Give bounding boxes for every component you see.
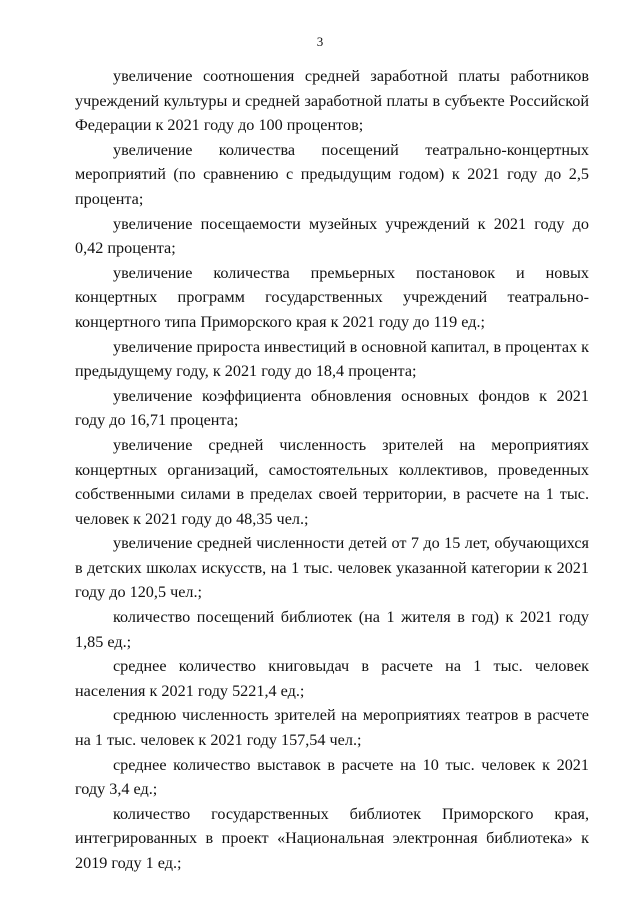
- document-body: [75, 64, 589, 876]
- paragraph: увеличение посещаемости музейных учреждений к 2021 году до 0,42 процента;: [75, 214, 589, 258]
- paragraph: среднее количество книговыдач в расчете на 1 тыс. человек населения к 2021 году 5221,4 ед.;: [75, 657, 589, 700]
- paragraph: увеличение соотношения средней заработной платы работников учреждений культуры и средней заработной платы в субъекте Российской Федерации к 2021 году до 100 процентов;: [75, 67, 589, 135]
- paragraph: среднюю численность зрителей на мероприятиях театров в расчете на 1 тыс. человек к 2021 году 157,54 чел.;: [75, 706, 589, 750]
- paragraph: увеличение количества посещений театрально-концертных мероприятий (по сравнению с предыдущим годом) к 2021 году до 2,5 процента;: [75, 140, 589, 208]
- paragraph: количество посещений библиотек (на 1 жителя в год) к 2021 году 1,85 ед.;: [75, 608, 589, 651]
- paragraph: увеличение прироста инвестиций в основной капитал, в процентах к предыдущему году, к 2021 году до 18,4 процента;: [75, 337, 590, 381]
- paragraph: среднее количество выставок в расчете на 10 тыс. человек к 2021 году 3,4 ед.;: [75, 755, 589, 799]
- paragraph: увеличение количества премьерных постановок и новых концертных программ государственных учреждений театрально-концертного типа Приморского края к 2021 году до 119 ед.;: [75, 263, 589, 331]
- paragraph: количество государственных библиотек Приморского края, интегрированных в проект «Национальная электронная библиотека» к 2019 году 1 ед.;: [75, 804, 589, 872]
- paragraph: увеличение средней численность зрителей на мероприятиях концертных организаций, самостоятельных коллективов, проведенных собственными силами в пределах своей территории, в расчете на 1 тыс. человек к 2021 году до 48,35 чел.;: [75, 435, 589, 528]
- page-number: 3: [316, 34, 324, 49]
- paragraph: увеличение коэффициента обновления основных фондов к 2021 году до 16,71 процента;: [75, 386, 589, 430]
- paragraph: увеличение средней численности детей от 7 до 15 лет, обучающихся в детских школах искусств, на 1 тыс. человек указанной категории к 2021 году до 120,5 чел.;: [75, 534, 589, 602]
